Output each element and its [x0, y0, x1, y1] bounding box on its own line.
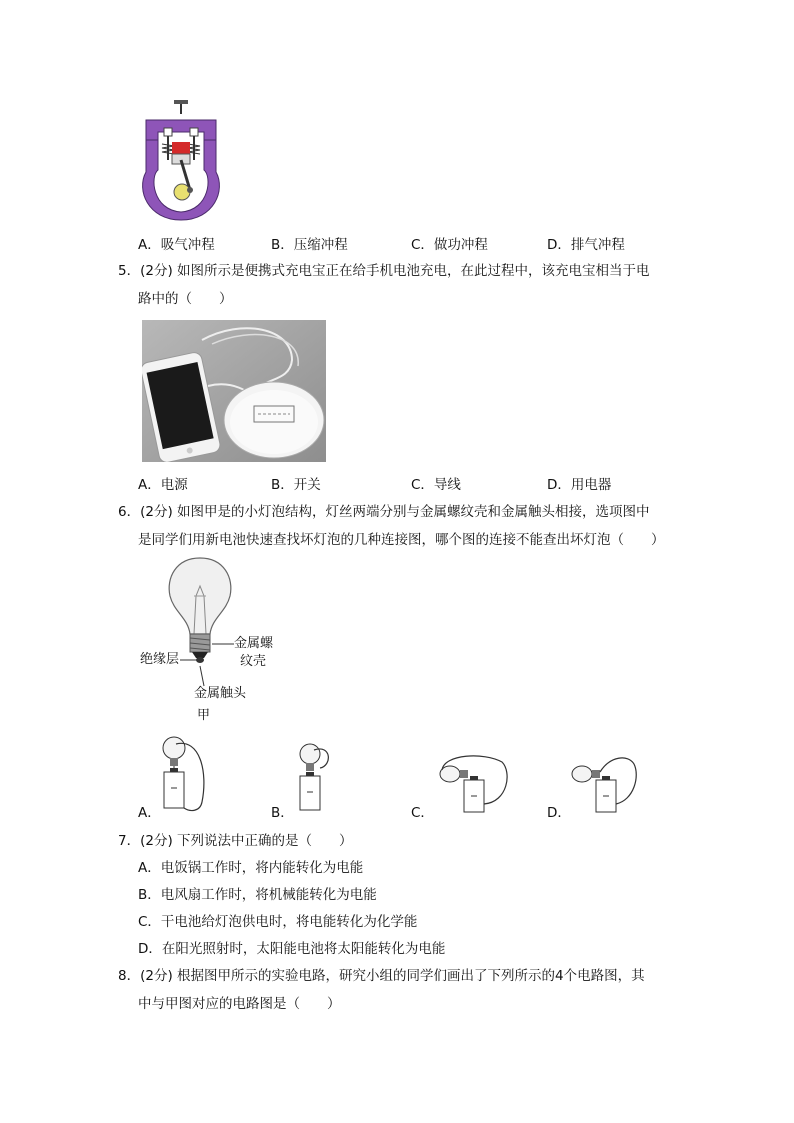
q5-stem-line1: 5．(2分) 如图所示是便携式充电宝正在给手机电池充电，在此过程中，该充电宝相当于电: [118, 263, 650, 279]
q6-option-a[interactable]: A．: [138, 805, 161, 821]
engine-stroke-figure: [138, 98, 224, 222]
label-screw-shell-line1: 金属螺: [234, 636, 274, 651]
q6-option-b-circuit[interactable]: [292, 740, 352, 816]
q4-option-a[interactable]: A．吸气冲程: [138, 237, 215, 253]
q5-stem-line2: 路中的（ ）: [138, 291, 233, 307]
q6-option-a-circuit[interactable]: [156, 732, 216, 816]
label-insulation: 绝缘层: [140, 652, 180, 667]
q7-option-a[interactable]: A．电饭锅工作时，将内能转化为电能: [138, 860, 364, 876]
q7-option-d[interactable]: D．在阳光照射时，太阳能电池将太阳能转化为电能: [138, 941, 446, 957]
q6-option-b[interactable]: B．: [271, 805, 294, 821]
q6-stem-line2: 是同学们用新电池快速查找坏灯泡的几种连接图，哪个图的连接不能查出坏灯泡（ ）: [138, 532, 665, 548]
q5-option-d[interactable]: D．用电器: [547, 477, 612, 493]
q8-stem-line1: 8．(2分) 根据图甲所示的实验电路，研究小组的同学们画出了下列所示的4个电路图，其: [118, 968, 645, 984]
q6-option-c[interactable]: C．: [411, 805, 434, 821]
q6-option-d[interactable]: D．: [547, 805, 571, 821]
q4-option-d[interactable]: D．排气冲程: [547, 237, 625, 253]
q5-option-c[interactable]: C．导线: [411, 477, 461, 493]
label-figure-jia: 甲: [197, 708, 211, 723]
q5-option-a[interactable]: A．电源: [138, 477, 188, 493]
label-metal-contact: 金属触头: [194, 686, 247, 701]
q7-stem-line1: 7．(2分) 下列说法中正确的是（ ）: [118, 833, 353, 849]
power-bank-photo: [142, 320, 326, 462]
bulb-label-leaders: [180, 640, 240, 690]
label-screw-shell-line2: 纹壳: [240, 654, 267, 669]
q8-stem-line2: 中与甲图对应的电路图是（ ）: [138, 996, 341, 1012]
q5-option-b[interactable]: B．开关: [271, 477, 321, 493]
q4-option-c[interactable]: C．做功冲程: [411, 237, 488, 253]
q6-option-d-circuit[interactable]: [570, 752, 646, 816]
q4-option-b[interactable]: B．压缩冲程: [271, 237, 348, 253]
q6-stem-line1: 6．(2分) 如图甲是的小灯泡结构，灯丝两端分别与金属螺纹壳和金属触头相接，选项图中: [118, 504, 650, 520]
q7-option-b[interactable]: B．电风扇工作时，将机械能转化为电能: [138, 887, 377, 903]
q7-option-c[interactable]: C．干电池给灯泡供电时，将电能转化为化学能: [138, 914, 418, 930]
q6-option-c-circuit[interactable]: [438, 752, 514, 816]
